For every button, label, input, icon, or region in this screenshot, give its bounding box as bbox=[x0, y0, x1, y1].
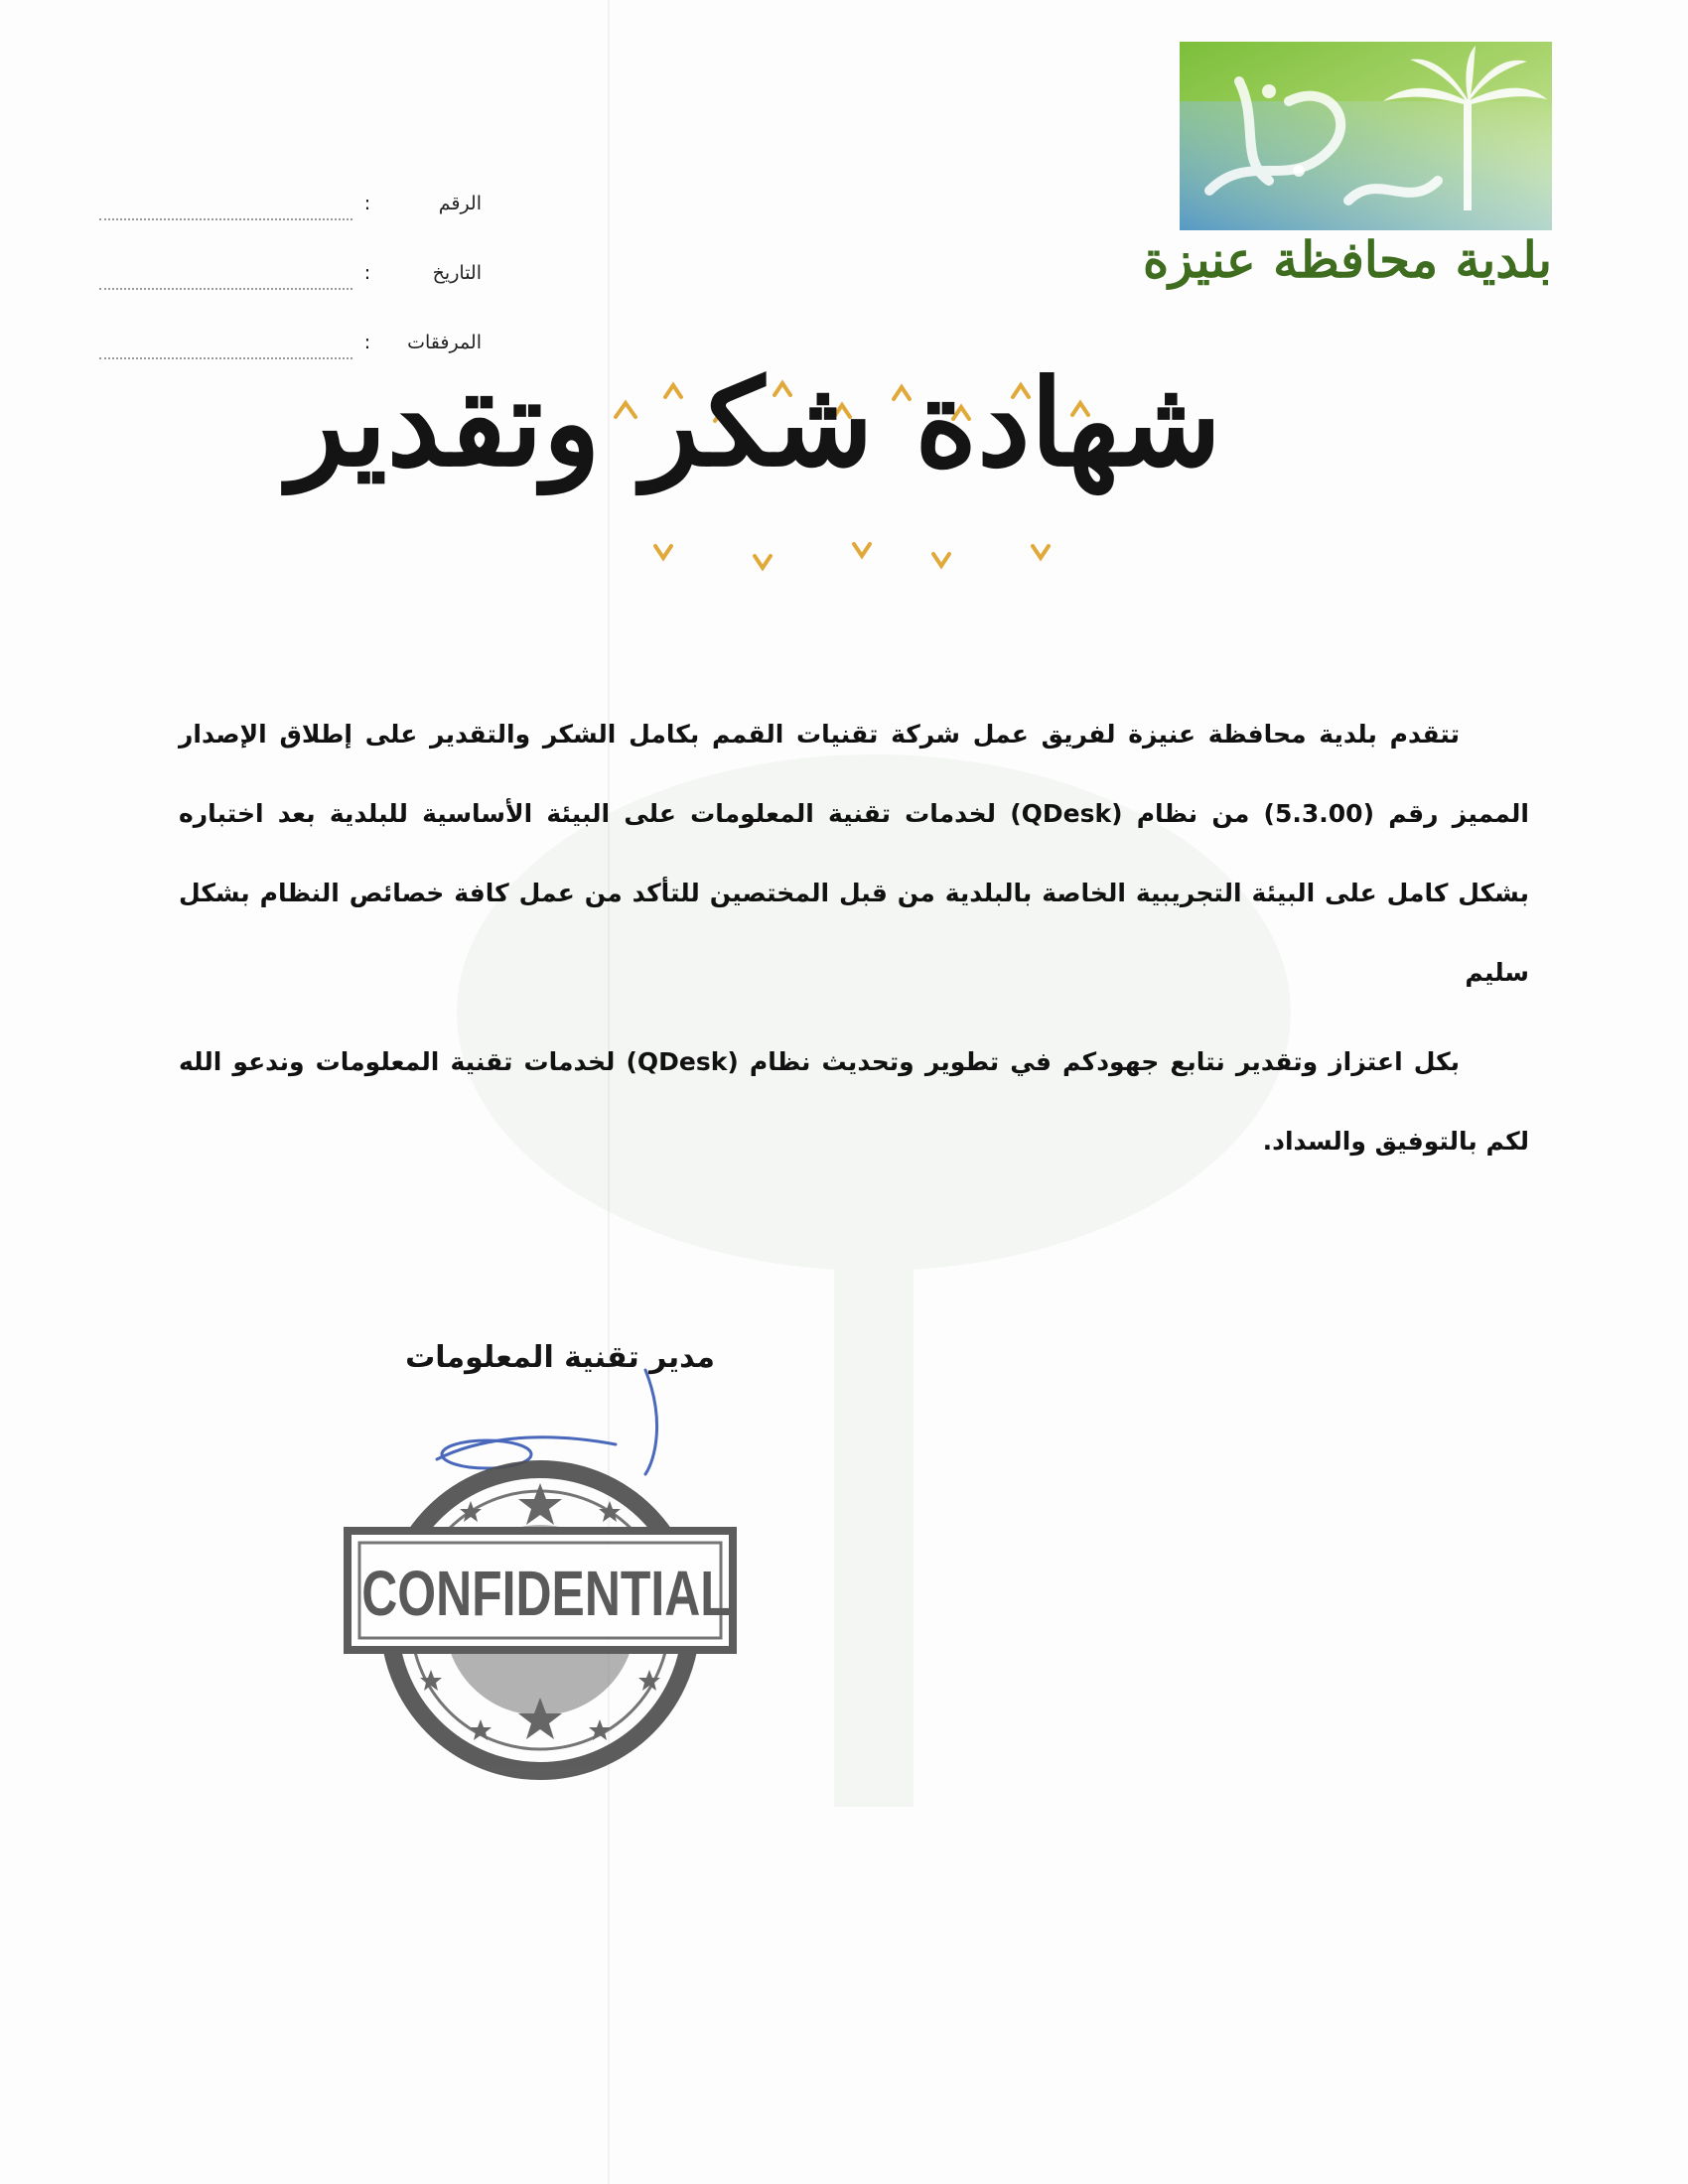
body-paragraph-1: تتقدم بلدية محافظة عنيزة لفريق عمل شركة تقنيات القمم بكامل الشكر والتقدير على إطلاق الإصدار المميز رقم (5.3.00) من نظام (QDesk) لخدمات تقنية المعلومات على البيئة الأساسية للبلدية بعد اختباره بشكل كامل على البيئة التجريبية الخاصة بالبلدية من قبل المختصين للتأكد من عمل كافة خصائص النظام بشكل سليم bbox=[179, 720, 1529, 987]
ref-colon: : bbox=[363, 332, 371, 353]
signer-title: مدير تقنية المعلومات bbox=[405, 1340, 715, 1375]
ref-line-date bbox=[99, 268, 352, 290]
ref-colon: : bbox=[363, 193, 371, 214]
ref-label-number: الرقم bbox=[438, 193, 482, 214]
ref-label-attachments: المرفقات bbox=[407, 332, 482, 353]
logo-caption: بلدية محافظة عنيزة bbox=[1142, 230, 1552, 289]
ref-row-number bbox=[99, 169, 482, 238]
ref-colon: : bbox=[363, 262, 371, 284]
stamp-text: CONFIDENTIAL bbox=[361, 1558, 731, 1629]
certificate-title: شهادة شكر وتقدير bbox=[288, 353, 1221, 493]
ref-line-number bbox=[99, 199, 352, 220]
body-paragraph-2: بكل اعتزاز وتقدير نتابع جهودكم في تطوير وتحديث نظام (QDesk) لخدمات تقنية المعلومات وندعو الله لكم بالتوفيق والسداد. bbox=[179, 1047, 1529, 1156]
logo-emblem-icon bbox=[1180, 42, 1552, 240]
ref-label-date: التاريخ bbox=[432, 262, 482, 284]
reference-fields bbox=[99, 169, 482, 377]
certificate-body bbox=[179, 695, 1529, 1181]
ref-row-date bbox=[99, 238, 482, 308]
